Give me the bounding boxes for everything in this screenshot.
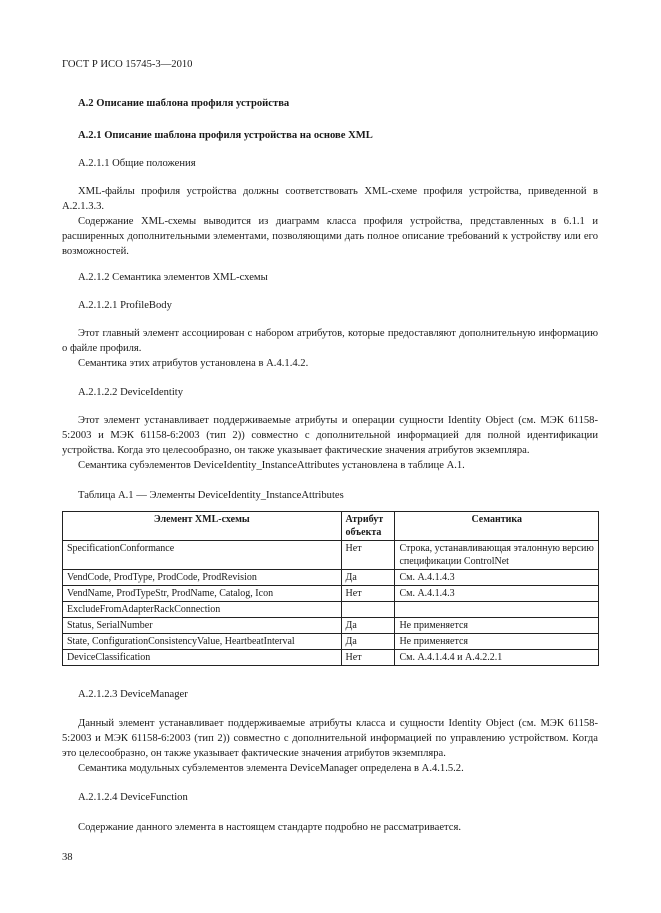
- section-heading-a211: А.2.1.1 Общие положения: [78, 158, 196, 169]
- cell-element: VendCode, ProdType, ProdCode, ProdRevision: [63, 570, 342, 586]
- table-row: [63, 618, 599, 634]
- paragraph-block-a2124: [62, 820, 598, 835]
- paragraph-block-a2121: [62, 326, 598, 371]
- section-heading-a212: А.2.1.2 Семантика элементов XML-схемы: [78, 272, 268, 283]
- table-row: [63, 586, 599, 602]
- paragraph-block-a2123: [62, 716, 598, 776]
- paragraph: Содержание данного элемента в настоящем стандарте подробно не рассматривается.: [78, 822, 461, 833]
- cell-element: VendName, ProdTypeStr, ProdName, Catalog, Icon: [63, 586, 342, 602]
- header-semantics: Семантика: [395, 512, 599, 541]
- cell-semantics: [395, 602, 599, 618]
- cell-attribute: Нет: [341, 586, 395, 602]
- page-number: 38: [62, 852, 73, 863]
- paragraph: Содержание XML-схемы выводится из диаграмм класса профиля устройства, представленных в 6.1.1 и расширенных дополнительными элементами, позволяющими дать полное описание требований к устройству или его возможностей.: [62, 216, 598, 257]
- table-row: [63, 541, 599, 570]
- section-heading-a2123: А.2.1.2.3 DeviceManager: [78, 689, 188, 700]
- cell-attribute: Да: [341, 634, 395, 650]
- table-row: [63, 570, 599, 586]
- cell-element: SpecificationConformance: [63, 541, 342, 570]
- paragraph: Данный элемент устанавливает поддерживаемые атрибуты класса и сущности Identity Object (см. МЭК 61158-5:2003 и МЭК 61158-6:2003 (тип 2)) совместно с дополнительной информацией по управлению устройством. Когда это целесообразно, он также указывает фактические значения атрибутов экземпляра.: [62, 718, 598, 759]
- cell-semantics: См. А.4.1.4.3: [395, 570, 599, 586]
- cell-attribute: Да: [341, 570, 395, 586]
- paragraph-block-a2122: [62, 413, 598, 473]
- header-element: Элемент XML-схемы: [63, 512, 342, 541]
- table-header-row: [63, 512, 599, 541]
- header-attribute: Атрибут объекта: [341, 512, 395, 541]
- section-heading-a2124: А.2.1.2.4 DeviceFunction: [78, 792, 188, 803]
- cell-element: State, ConfigurationConsistencyValue, HeartbeatInterval: [63, 634, 342, 650]
- cell-attribute: Да: [341, 618, 395, 634]
- cell-attribute: [341, 602, 395, 618]
- table-row: [63, 602, 599, 618]
- cell-attribute: Нет: [341, 650, 395, 666]
- section-heading-a2: А.2 Описание шаблона профиля устройства: [78, 98, 290, 109]
- paragraph: Семантика модульных субэлементов элемента DeviceManager определена в А.4.1.5.2.: [78, 763, 464, 774]
- cell-element: DeviceClassification: [63, 650, 342, 666]
- table-row: [63, 634, 599, 650]
- paragraph: Семантика этих атрибутов установлена в А.4.1.4.2.: [78, 358, 309, 369]
- cell-semantics: Не применяется: [395, 634, 599, 650]
- cell-semantics: Не применяется: [395, 618, 599, 634]
- paragraph: Этот главный элемент ассоциирован с набором атрибутов, которые предоставляют дополнительную информацию о файле профиля.: [62, 328, 598, 354]
- document-header: ГОСТ Р ИСО 15745-3—2010: [62, 59, 193, 70]
- cell-semantics: См. А.4.1.4.4 и А.4.2.2.1: [395, 650, 599, 666]
- section-heading-a2121: А.2.1.2.1 ProfileBody: [78, 300, 172, 311]
- table-row: [63, 650, 599, 666]
- paragraph: XML-файлы профиля устройства должны соответствовать XML-схеме профиля устройства, приведенной в А.2.1.3.3.: [62, 186, 598, 212]
- section-heading-a21: А.2.1 Описание шаблона профиля устройства на основе XML: [78, 130, 373, 141]
- cell-semantics: См. А.4.1.4.3: [395, 586, 599, 602]
- paragraph: Этот элемент устанавливает поддерживаемые атрибуты и операции сущности Identity Object (см. МЭК 61158-5:2003 и МЭК 61158-6:2003 (тип 2)) совместно с дополнительной информацией для полной идентификации устройства. Когда это целесообразно, он также указывает фактические значения атрибутов экземпляра.: [62, 415, 598, 456]
- device-identity-table: [62, 511, 599, 666]
- paragraph: Семантика субэлементов DeviceIdentity_InstanceAttributes установлена в таблице А.1.: [78, 460, 465, 471]
- table-caption: Таблица А.1 — Элементы DeviceIdentity_InstanceAttributes: [78, 490, 344, 501]
- cell-semantics: Строка, устанавливающая эталонную версию спецификации ControlNet: [395, 541, 599, 570]
- cell-element: Status, SerialNumber: [63, 618, 342, 634]
- cell-element: ExcludeFromAdapterRackConnection: [63, 602, 342, 618]
- section-heading-a2122: А.2.1.2.2 DeviceIdentity: [78, 387, 184, 398]
- cell-attribute: Нет: [341, 541, 395, 570]
- paragraph-block-a211: [62, 184, 598, 259]
